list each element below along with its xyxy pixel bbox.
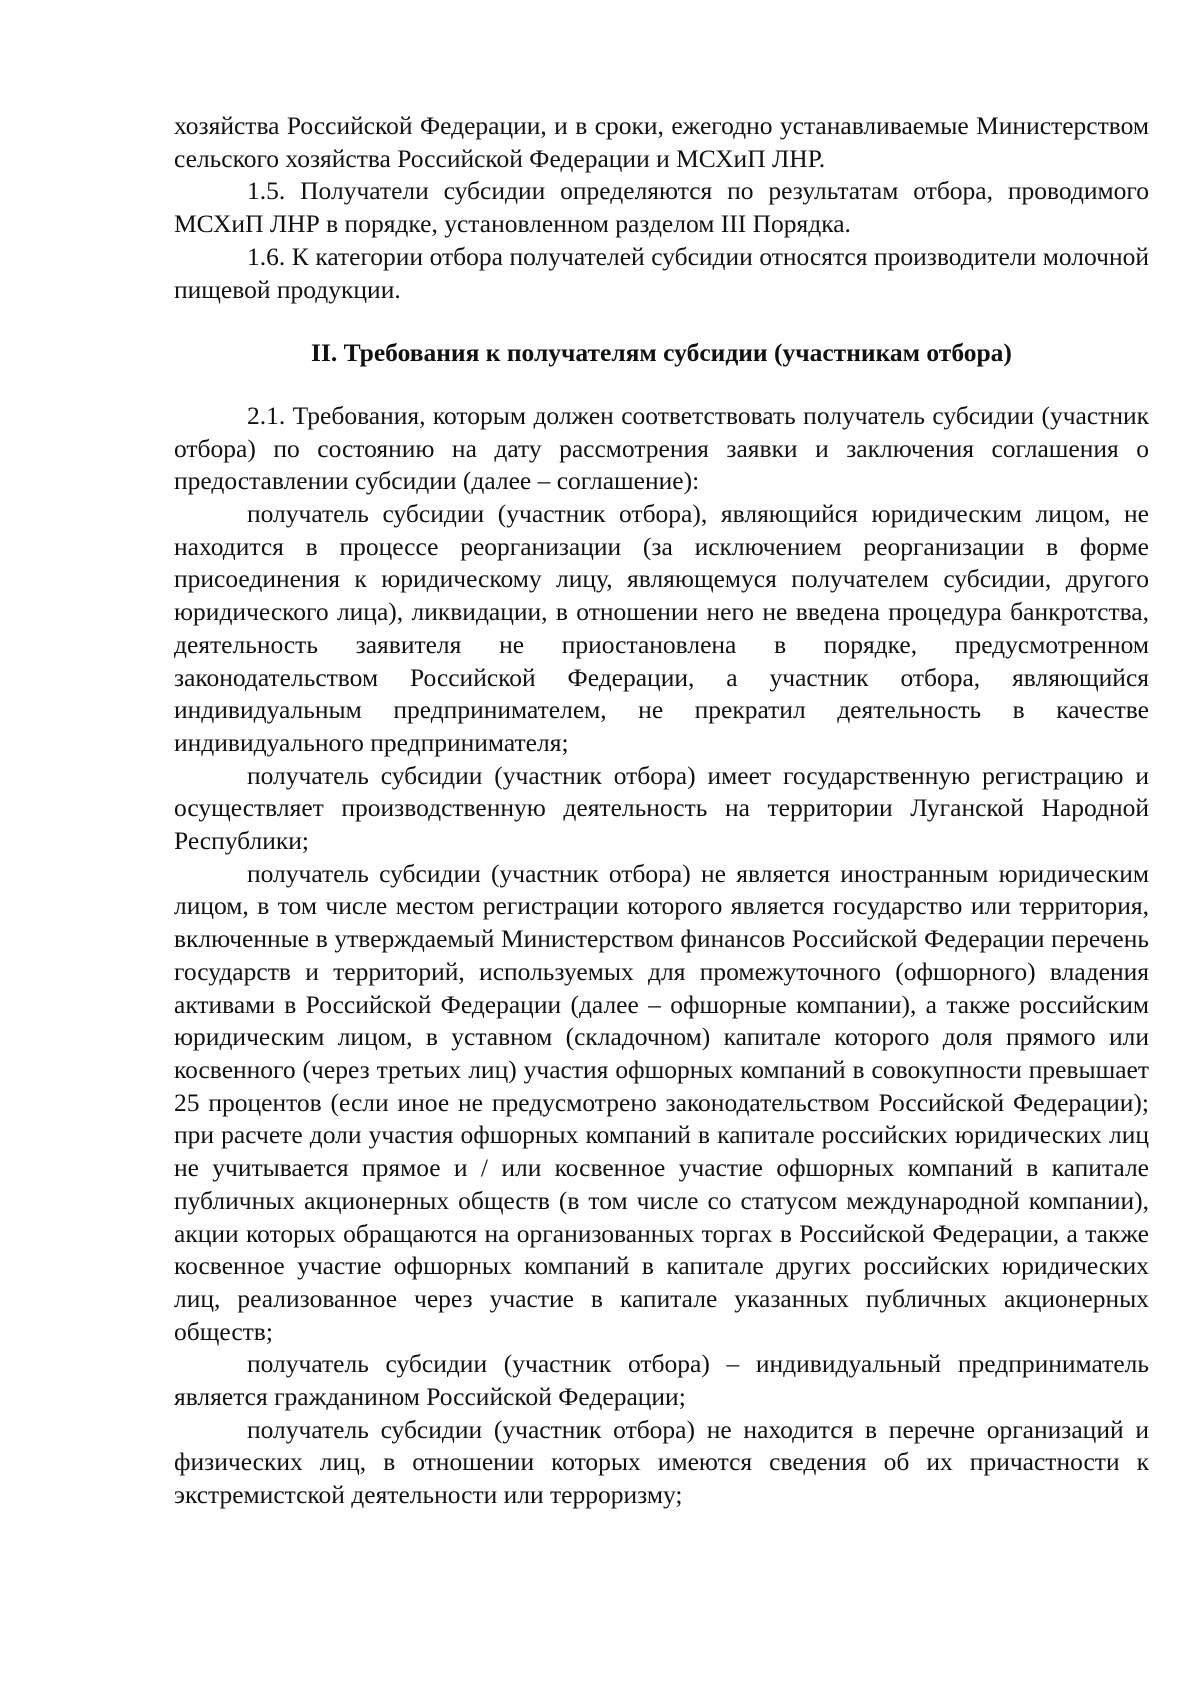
requirement-no-reorganization: получатель субсидии (участник отбора), являющийся юридическим лицом, не находится в процессе реорганизации (за исключением реорганизации в форме присоединения к юридическому лицу, являющемуся получателем субсидии, другого юридического лица), ликвидации, в отношении него не введена процедура банкротства, деятельность заявителя не приостановлена в порядке, предусмотренном законодательством Российской Федерации, а участник отбора, являющийся индивидуальным предпринимателем, не прекратил деятельность в качестве индивидуального предпринимателя; xyxy=(174,499,1149,757)
paragraph-1-5: 1.5. Получатели субсидии определяются по результатам отбора, проводимого МСХиП ЛНР в порядке, установленном разделом III Порядка. xyxy=(174,176,1149,239)
section-heading: II. Требования к получателям субсидии (участникам отбора) xyxy=(311,338,1012,368)
requirement-not-foreign: получатель субсидии (участник отбора) не является иностранным юридическим лицом, в том числе местом регистрации которого является государство или территория, включенные в утверждаемый Министерством финансов Российской Федерации перечень государств и территорий, используемых для промежуточного (офшорного) владения активами в Российской Федерации (далее – офшорные компании), а также российским юридическим лицом, в уставном (складочном) капитале которого доля прямого или косвенного (через третьих лиц) участия офшорных компаний в совокупности превышает 25 процентов (если иное не предусмотрено законодательством Российской Федерации); при расчете доли участия офшорных компаний в капитале российских юридических лиц не учитывается прямое и / или косвенное участие офшорных компаний в капитале публичных акционерных обществ (в том числе со статусом международной компании), акции которых обращаются на организованных торгах в Российской Федерации, а также косвенное участие офшорных компаний в капитале других российских юридических лиц, реализованное через участие в капитале указанных публичных акционерных обществ; xyxy=(174,858,1149,1346)
document-page xyxy=(174,110,1149,1512)
spacer xyxy=(174,306,1149,337)
requirement-not-extremist: получатель субсидии (участник отбора) не находится в перечне организаций и физических лиц, в отношении которых имеются сведения об их причастности к экстремистской деятельности или терроризму; xyxy=(174,1414,1149,1510)
paragraph-2-1: 2.1. Требования, которым должен соответствовать получатель субсидии (участник отбора) по состоянию на дату рассмотрения заявки и заключения соглашения о предоставлении субсидии (далее – соглашение): xyxy=(174,400,1149,496)
requirement-citizenship: получатель субсидии (участник отбора) – индивидуальный предприниматель является гражданином Российской Федерации; xyxy=(174,1349,1149,1412)
paragraph-1-6: 1.6. К категории отбора получателей субсидии относятся производители молочной пищевой продукции. xyxy=(174,241,1149,304)
paragraph-continuation: хозяйства Российской Федерации, и в сроки, ежегодно устанавливаемые Министерством сельского хозяйства Российской Федерации и МСХиП ЛНР. xyxy=(174,111,1149,173)
spacer xyxy=(174,370,1149,400)
requirement-registration: получатель субсидии (участник отбора) имеет государственную регистрацию и осуществляет производственную деятельность на территории Луганской Народной Республики; xyxy=(174,760,1149,856)
